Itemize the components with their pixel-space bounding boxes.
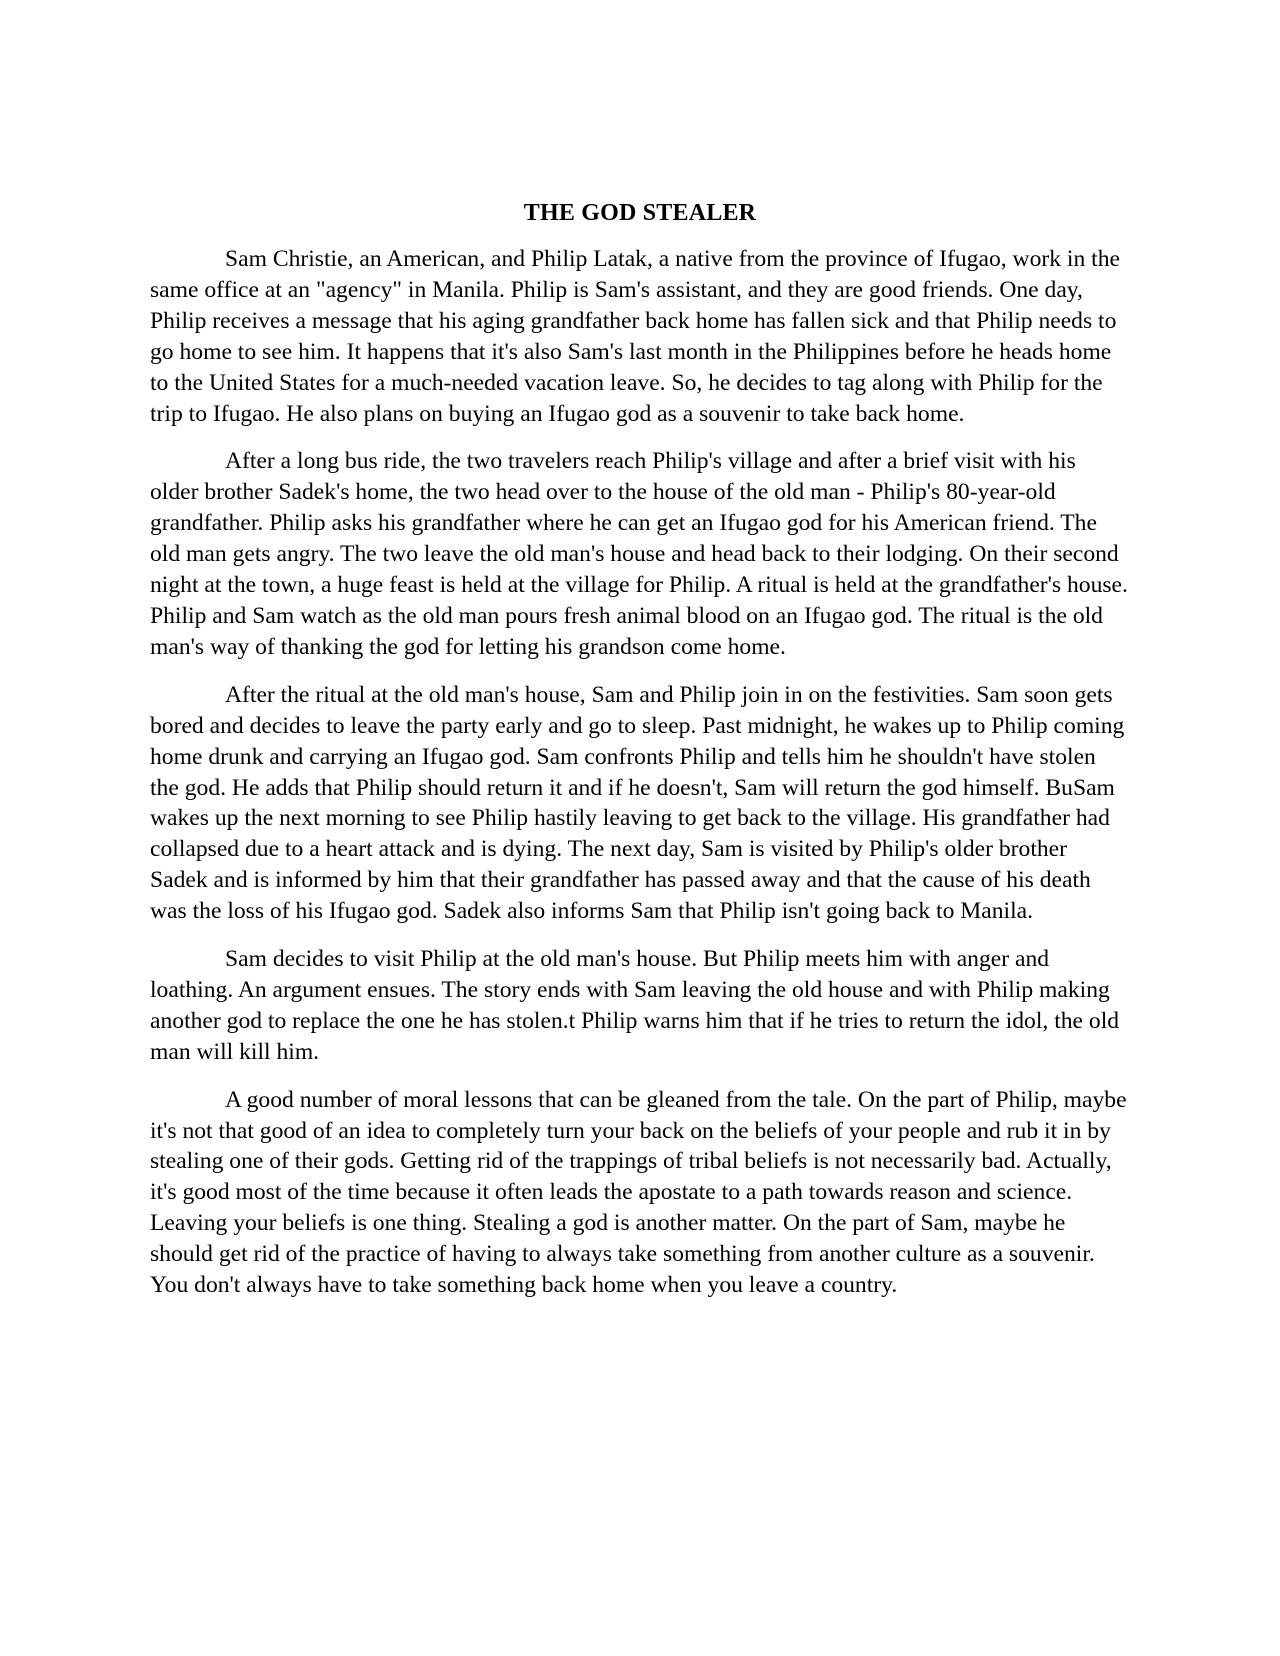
paragraph-village-visit: After a long bus ride, the two travelers reach Philip's village and after a brief visit with his older brother Sadek's home, the two head over to the house of the old man - Philip's 80-year-old grandfather. Philip asks his grandfather where he can get an Ifugao god for his American friend. The old man gets angry. The two leave the old man's house and head back to their lodging. On their second night at the town, a huge feast is held at the village for Philip. A ritual is held at the grandfather's house. Philip and Sam watch as the old man pours fresh animal blood on an Ifugao god. The ritual is the old man's way of thanking the god for letting his grandson come home. <box>150 448 1128 660</box>
document-title: THE GOD STEALER <box>523 200 757 226</box>
paragraph-summary-intro: Sam Christie, an American, and Philip Latak, a native from the province of Ifugao, work in the same office at an "agency" in Manila. Philip is Sam's assistant, and they are good friends. One day, Philip receives a message that his aging grandfather back home has fallen sick and that Philip needs to go home to see him. It happens that it's also Sam's last month in the Philippines before he heads home to the United States for a much-needed vacation leave. So, he decides to tag along with Philip for the trip to Ifugao. He also plans on buying an Ifugao god as a souvenir to take back home. <box>150 246 1121 427</box>
document-body <box>150 196 1130 1318</box>
paragraph-ending: Sam decides to visit Philip at the old man's house. But Philip meets him with anger and loathing. An argument ensues. The story ends with Sam leaving the old house and with Philip making another god to replace the one he has stolen.t Philip warns him that if he tries to return the idol, the old man will kill him. <box>150 946 1120 1065</box>
paragraph-moral-lessons: A good number of moral lessons that can be gleaned from the tale. On the part of Philip, maybe it's not that good of an idea to completely turn your back on the beliefs of your people and rub it in by stealing one of their gods. Getting rid of the trappings of tribal beliefs is not necessarily bad. Actually, it's good most of the time because it often leads the apostate to a path towards reason and science. Leaving your beliefs is one thing. Stealing a god is another matter. On the part of Sam, maybe he should get rid of the practice of having to always take something from another culture as a souvenir. You don't always have to take something back home when you leave a country. <box>150 1086 1127 1299</box>
paragraph-stolen-god: After the ritual at the old man's house, Sam and Philip join in on the festivities. Sam soon gets bored and decides to leave the party early and go to sleep. Past midnight, he wakes up to Philip coming home drunk and carrying an Ifugao god. Sam confronts Philip and tells him he shouldn't have stolen the god. He adds that Philip should return it and if he doesn't, Sam will return the god himself. BuSam wakes up the next morning to see Philip hastily leaving to get back to the village. His grandfather had collapsed due to a heart attack and is dying. The next day, Sam is visited by Philip's older brother Sadek and is informed by him that their grandfather has passed away and that the cause of his death was the loss of his Ifugao god. Sadek also informs Sam that Philip isn't going back to Manila. <box>150 681 1125 925</box>
